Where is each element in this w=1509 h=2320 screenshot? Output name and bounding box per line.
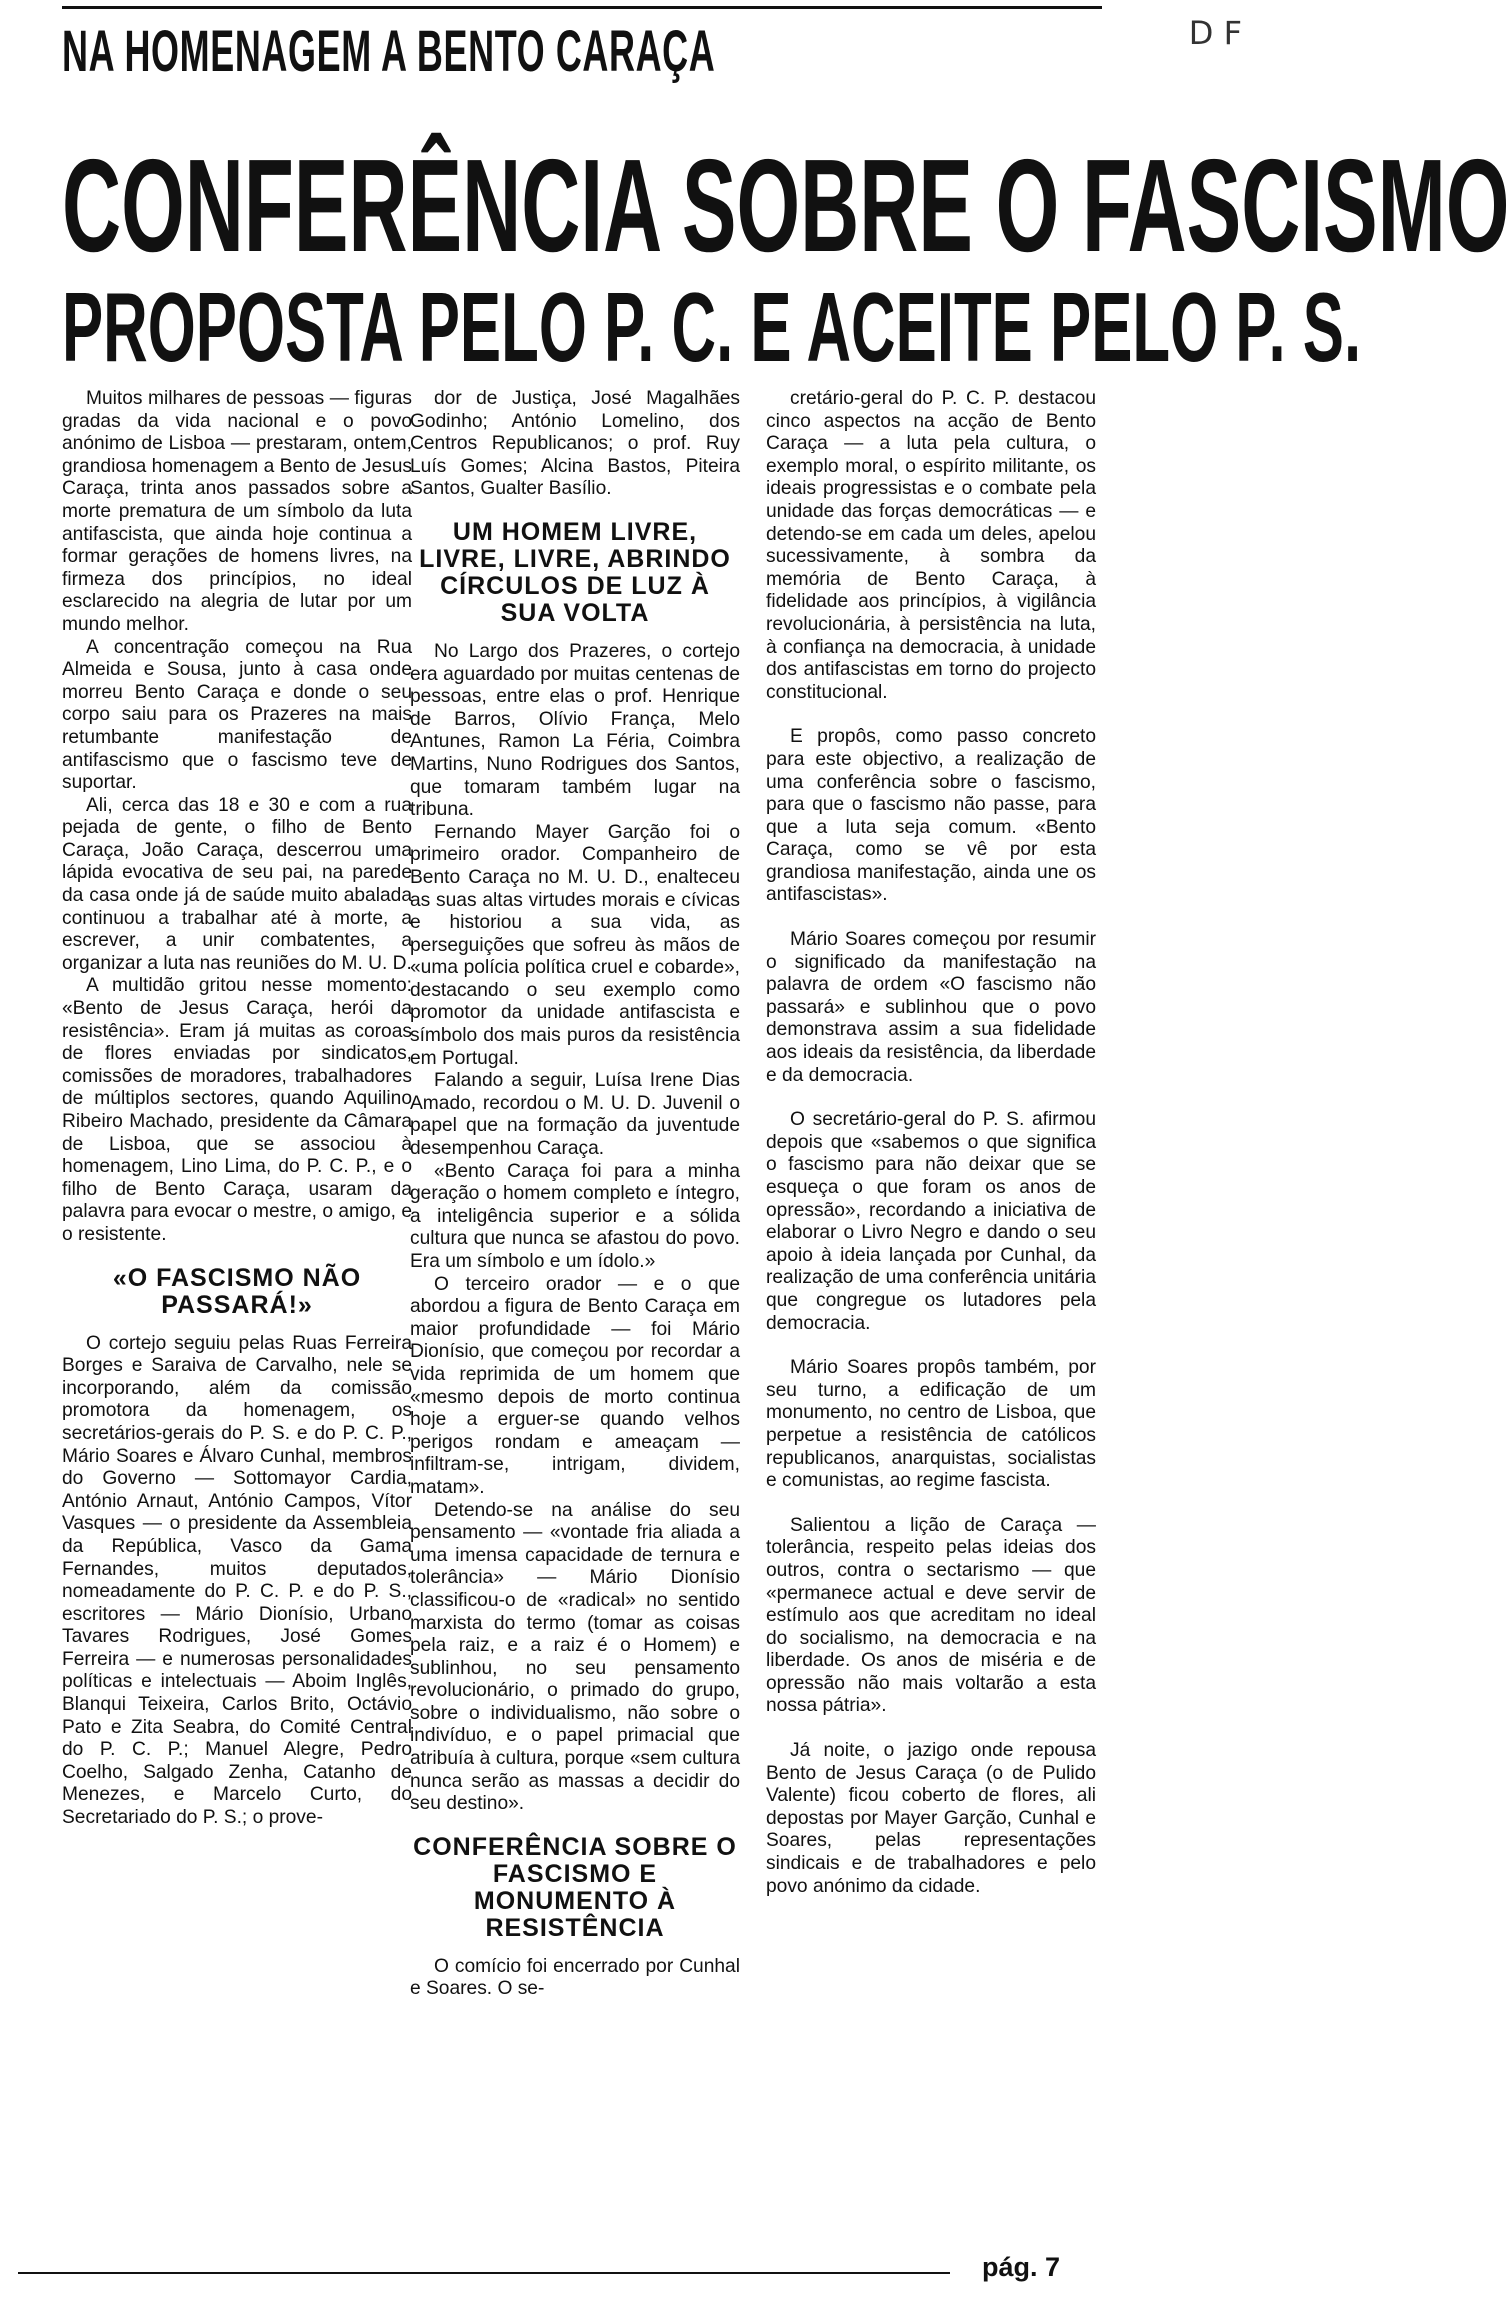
paragraph: Falando a seguir, Luísa Irene Dias Amado, recordou o M. U. D. Juvenil o papel que na formação da juventude desempenhou Caraça. xyxy=(410,1070,740,1160)
bottom-rule xyxy=(18,2272,950,2274)
paragraph: Mário Soares propôs também, por seu turno, a edificação de um monumento, no centro de Lisboa, que perpetue a resistência de católicos republicanos, anarquistas, socialistas e comunistas, ao regime fascista. xyxy=(766,1357,1096,1492)
paragraph: A multidão gritou nesse momento: «Bento de Jesus Caraça, herói da resistência». Eram já muitas as coroas de flores enviadas por sindicatos, comissões de moradores, trabalhadores de múltiplos sectores, quando Aquilino Ribeiro Machado, presidente da Câmara de Lisboa, que se associou à homenagem, Lino Lima, do P. C. P., e o filho de Bento Caraça, usaram da palavra para evocar o mestre, o amigo, e o resistente. xyxy=(62,975,412,1245)
page-number: pág. 7 xyxy=(982,2252,1061,2282)
column-2 xyxy=(410,388,740,2001)
handwritten-note: D F xyxy=(1188,14,1242,52)
column-1 xyxy=(62,388,412,1830)
paragraph: Já noite, o jazigo onde repousa Bento de Jesus Caraça (o de Pulido Valente) ficou coberto de flores, ali depostas por Mayer Garção, Cunhal e Soares, pelas representações sindicais e de trabalhadores e pelo povo anónimo da cidade. xyxy=(766,1740,1096,1897)
section-heading: UM HOMEM LIVRE, LIVRE, LIVRE, ABRINDO CÍRCULOS DE LUZ À SUA VOLTA xyxy=(419,517,731,627)
paragraph: «Bento Caraça foi para a minha geração o homem completo e íntegro, a inteligência superior e a sólida cultura que nunca se afastou do povo. Era um símbolo e um ídolo.» xyxy=(410,1160,740,1272)
column-3 xyxy=(766,388,1096,1898)
paragraph: Mário Soares começou por resumir o significado da manifestação na palavra de ordem «O fascismo não passará» e sublinhou que o povo demonstrava assim a sua fidelidade aos ideais da resistência, da liberdade e da democracia. xyxy=(766,929,1096,1086)
paragraph: O terceiro orador — e o que abordou a figura de Bento Caraça em maior profundidade — foi Mário Dionísio, que começou por recordar a vida reprimida de um homem que «mesmo depois de morto continua hoje a erguer-se quando velhos perigos rondam e ameaçam — infiltram-se, intrigam, dividem, matam». xyxy=(410,1273,740,1498)
paragraph: O comício foi encerrado por Cunhal e Soares. O se- xyxy=(410,1955,740,2000)
section-heading: CONFERÊNCIA SOBRE O FASCISMO E MONUMENTO À RESISTÊNCIA xyxy=(413,1832,737,1942)
paragraph: Muitos milhares de pessoas — figuras gradas da vida nacional e o povo anónimo de Lisboa — prestaram, ontem, grandiosa homenagem a Bento de Jesus Caraça, trinta anos passados sobre a morte prematura de um símbolo da luta antifascista, que ainda hoje continua a formar gerações de homens livres, na firmeza dos princípios, no ideal esclarecido na alegria de lutar por um mundo melhor. xyxy=(62,388,412,635)
paragraph: Salientou a lição de Caraça — tolerância, respeito pelas ideias dos outros, contra o sectarismo — que «permanece actual e deve servir de estímulo aos que acreditam no ideal do socialismo, na democracia e na liberdade. Os anos de miséria e de opressão não mais voltarão a esta nossa pátria». xyxy=(766,1514,1096,1717)
paragraph: O secretário-geral do P. S. afirmou depois que «sabemos o que significa o fascismo para não deixar que se esqueça o que foram os anos de opressão», recordando a iniciativa de elaborar o Livro Negro e dando o seu apoio à ideia lançada por Cunhal, da realização de uma conferência unitária que congregue os lutadores pela democracia. xyxy=(766,1109,1096,1334)
paragraph: No Largo dos Prazeres, o cortejo era aguardado por muitas centenas de pessoas, entre elas o prof. Henrique de Barros, Olívio França, Melo Antunes, Ramon La Féria, Coimbra Martins, Nuno Rodrigues dos Santos, que tomaram também lugar na tribuna. xyxy=(410,640,740,821)
subheadline: PROPOSTA PELO P. C. E ACEITE PELO P. S. xyxy=(62,272,1362,382)
paragraph: dor de Justiça, José Magalhães Godinho; António Lomelino, dos Centros Republicanos; o prof. Ruy Luís Gomes; Alcina Bastos, Piteira Santos, Gualter Basílio. xyxy=(410,388,740,500)
paragraph: Fernando Mayer Garção foi o primeiro orador. Companheiro de Bento Caraça no M. U. D., enalteceu as suas altas virtudes morais e cívicas e historiou a sua vida, as perseguições que sofreu às mãos de «uma polícia política cruel e cobarde», destacando o seu exemplo como promotor da unidade antifascista e símbolo dos mais puros da resistência em Portugal. xyxy=(410,821,740,1069)
kicker: NA HOMENAGEM A BENTO CARAÇA xyxy=(62,19,716,84)
paragraph: Detendo-se na análise do seu pensamento — «vontade fria aliada a uma imensa capacidade de ternura e tolerância» — Mário Dionísio classificou-o de «radical» no sentido marxista do termo (tomar as coisas pela raiz, e a raiz é o Homem) e sublinhou, no seu pensamento revolucionário, o primado do grupo, sobre o individualismo, não sobre o indivíduo, e o papel primacial que atribuía à cultura, porque «sem cultura nunca serão as massas a decidir do seu destino». xyxy=(410,1499,740,1815)
section-heading: «O FASCISMO NÃO PASSARÁ!» xyxy=(112,1263,362,1319)
paragraph: cretário-geral do P. C. P. destacou cinco aspectos na acção de Bento Caraça — a luta pela cultura, o exemplo moral, o espírito militante, os ideais progressistas e o combate pela unidade das forças democráticas — e detendo-se em cada um deles, apelou sucessivamente, à sombra da memória de Bento Caraça, à fidelidade aos princípios, à vigilância revolucionária, à persistência na luta, à confiança na democracia, à unidade dos antifascistas em torno do projecto constitucional. xyxy=(766,388,1096,703)
paragraph: A concentração começou na Rua Almeida e Sousa, junto à casa onde morreu Bento Caraça e donde o seu corpo saiu para os Prazeres na mais retumbante manifestação de antifascismo que o fascismo teve de suportar. xyxy=(62,636,412,794)
paragraph: Ali, cerca das 18 e 30 e com a rua pejada de gente, o filho de Bento Caraça, João Caraça, descerrou uma lápida evocativa de seu pai, na parede da casa onde já de saúde muito abalada continuou a trabalhar até à morte, a escrever, a unir combatentes, a organizar a luta nas reuniões do M. U. D. xyxy=(62,794,412,974)
headline: CONFERÊNCIA SOBRE O FASCISMO xyxy=(62,132,1509,279)
paragraph: E propôs, como passo concreto para este objectivo, a realização de uma conferência sobre o fascismo, para que o fascismo não passe, para que a luta seja comum. «Bento Caraça, como se vê por esta grandiosa manifestação, ainda une os antifascistas». xyxy=(766,726,1096,906)
paragraph: O cortejo seguiu pelas Ruas Ferreira Borges e Saraiva de Carvalho, nele se incorporando, além da comissão promotora da homenagem, os secretários-gerais do P. S. e do P. C. P., Mário Soares e Álvaro Cunhal, membros do Governo — Sottomayor Cardia, António Arnaut, António Campos, Vítor Vasques — o presidente da Assembleia da República, Vasco da Gama Fernandes, muitos deputados, nomeadamente do P. C. P. e do P. S., escritores — Mário Dionísio, Urbano Tavares Rodrigues, José Gomes Ferreira — e numerosas personalidades políticas e intelectuais — Aboim Inglês, Blanqui Teixeira, Carlos Brito, Octávio Pato e Zita Seabra, do Comité Central do P. C. P.; Manuel Alegre, Pedro Coelho, Salgado Zenha, Catanho de Menezes, e Marcelo Curto, do Secretariado do P. S.; o prove- xyxy=(62,1332,412,1829)
top-rule xyxy=(62,6,1102,9)
